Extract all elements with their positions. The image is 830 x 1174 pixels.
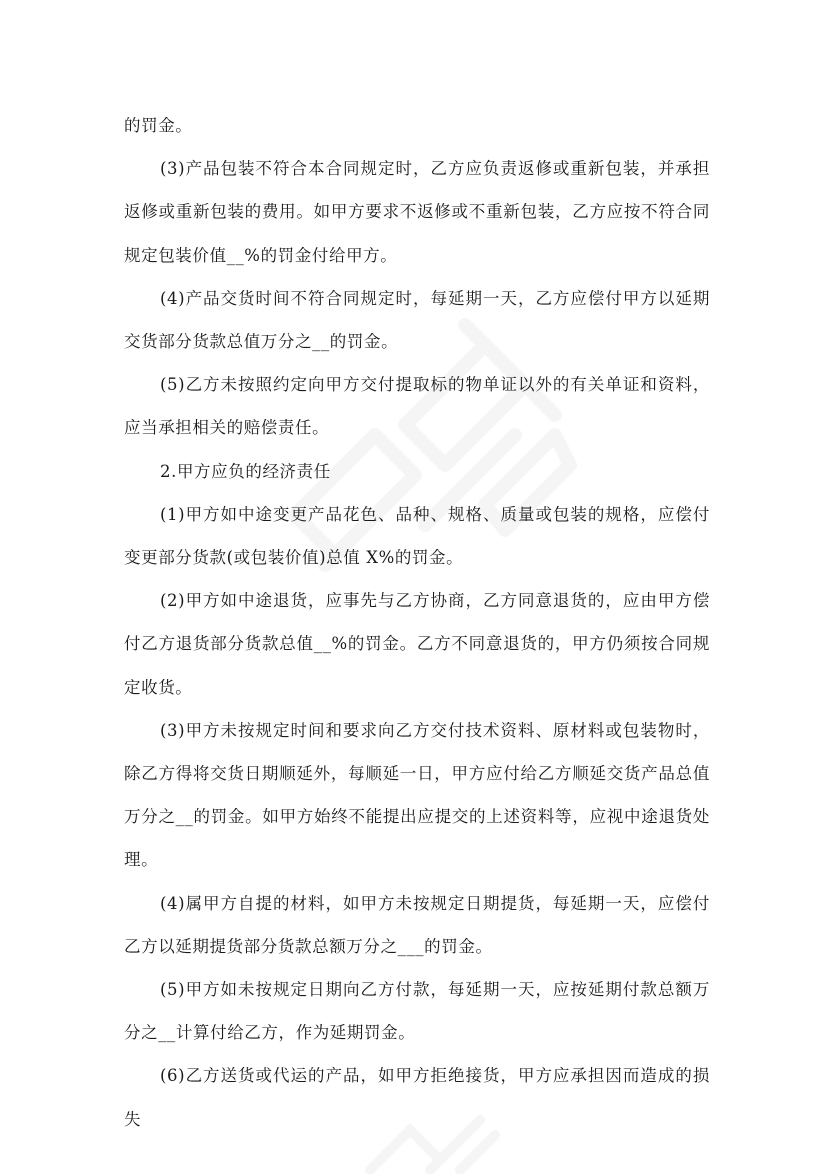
paragraph-seller-delivery-time: (4)产品交货时间不符合同规定时，每延期一天，乙方应偿付甲方以延期交货部分货款总值万分之__的罚金。 xyxy=(124,288,710,352)
paragraph-seller-documents: (5)乙方未按照约定向甲方交付提取标的物单证以外的有关单证和资料，应当承担相关的赔偿责任。 xyxy=(124,375,710,438)
paragraph-seller-packaging: (3)产品包装不符合本合同规定时，乙方应负责返修或重新包装，并承担返修或重新包装的费用。如甲方要求不返修或不重新包装，乙方应按不符合同规定包装价值__%的罚金付给甲方。 xyxy=(124,159,710,265)
paragraph-buyer-pickup: (4)属甲方自提的材料，如甲方未按规定日期提货，每延期一天，应偿付乙方以延期提货部分货款总额万分之___的罚金。 xyxy=(124,893,710,956)
paragraph-buyer-reject: (6)乙方送货或代运的产品，如甲方拒绝接货，甲方应承担因而造成的损失 xyxy=(124,1066,710,1129)
paragraph-buyer-return: (2)甲方如中途退货，应事先与乙方协商，乙方同意退货的，应由甲方偿付乙方退货部分货款总值__%的罚金。乙方不同意退货的，甲方仍须按合同规定收货。 xyxy=(124,591,710,697)
paragraph-buyer-materials: (3)甲方未按规定时间和要求向乙方交付技术资料、原材料或包装物时，除乙方得将交货日期顺延外，每顺延一日，甲方应付给乙方顺延交货产品总值万分之__的罚金。如甲方始终不能提出应提交的上述资料等，应视中途退货处理。 xyxy=(124,720,710,870)
paragraph-buyer-payment: (5)甲方如未按规定日期向乙方付款，每延期一天，应按延期付款总额万分之__计算付给乙方，作为延期罚金。 xyxy=(124,980,710,1043)
paragraph-continuation: 的罚金。 xyxy=(124,116,193,135)
section-heading-buyer-liability: 2.甲方应负的经济责任 xyxy=(160,461,331,481)
paragraph-buyer-change: (1)甲方如中途变更产品花色、品种、规格、质量或包装的规格，应偿付变更部分货款(或包装价值)总值 X%的罚金。 xyxy=(124,504,710,568)
document-body xyxy=(124,104,710,1141)
